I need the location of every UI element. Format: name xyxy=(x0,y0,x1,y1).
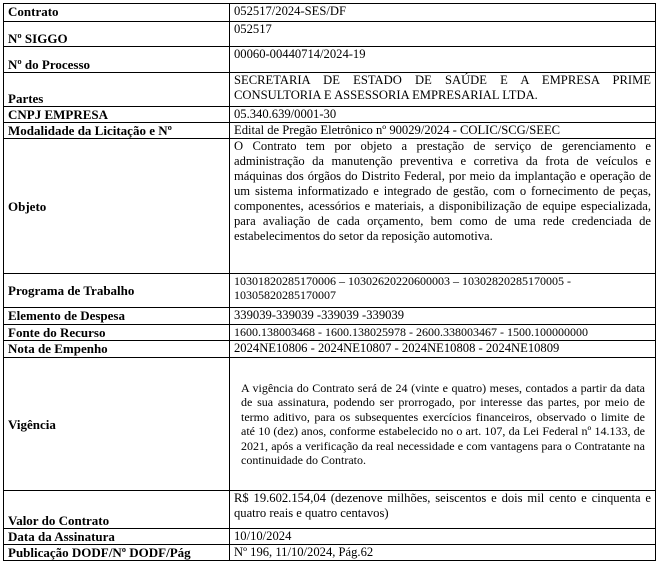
label-assinatura: Data da Assinatura xyxy=(4,529,230,545)
row-siggo xyxy=(4,22,656,47)
value-publicacao: Nº 196, 11/10/2024, Pág.62 xyxy=(230,545,656,561)
row-publicacao xyxy=(4,545,656,561)
value-partes: SECRETARIA DE ESTADO DE SAÚDE E A EMPRESA PRIME CONSULTORIA E ASSESSORIA EMPRESARIAL LTDA. xyxy=(230,73,656,107)
value-elemento: 339039-339039 -339039 -339039 xyxy=(230,308,656,325)
label-contrato: Contrato xyxy=(4,4,230,22)
row-contrato xyxy=(4,4,656,22)
row-vigencia xyxy=(4,358,656,491)
value-fonte: 1600.138003468 - 1600.138025978 - 2600.338003467 - 1500.100000000 xyxy=(230,325,656,341)
label-partes: Partes xyxy=(4,73,230,107)
row-partes xyxy=(4,73,656,107)
row-cnpj xyxy=(4,107,656,123)
label-empenho: Nota de Empenho xyxy=(4,341,230,358)
label-objeto: Objeto xyxy=(4,139,230,274)
label-processo: Nº do Processo xyxy=(4,47,230,73)
value-modalidade: Edital de Pregão Eletrônico nº 90029/2024 - COLIC/SCG/SEEC xyxy=(230,123,656,139)
row-valor xyxy=(4,491,656,529)
label-vigencia: Vigência xyxy=(4,358,230,491)
value-vigencia xyxy=(230,358,656,491)
label-cnpj: CNPJ EMPRESA xyxy=(4,107,230,123)
row-objeto xyxy=(4,139,656,274)
label-elemento: Elemento de Despesa xyxy=(4,308,230,325)
value-processo: 00060-00440714/2024-19 xyxy=(230,47,656,73)
label-siggo: Nº SIGGO xyxy=(4,22,230,47)
row-programa xyxy=(4,274,656,308)
value-objeto: O Contrato tem por objeto a prestação de serviço de gerenciamento e administração da manutenção preventiva e corretiva da frota de veículos e máquinas dos órgãos do Distrito Federal, por meio da implantação e operação de um sistema informatizado e integrado de gestão, com o fornecimento de peças, componentes, acessórios e materiais, a disponibilização de equipe especializada, para avaliação de cada orçamento, bem como de uma rede credenciada de estabelecimentos do setor da reposição automotiva. xyxy=(230,139,656,274)
label-programa: Programa de Trabalho xyxy=(4,274,230,308)
row-assinatura xyxy=(4,529,656,545)
row-processo xyxy=(4,47,656,73)
value-contrato: 052517/2024-SES/DF xyxy=(230,4,656,22)
value-siggo: 052517 xyxy=(230,22,656,47)
vigencia-text: A vigência do Contrato será de 24 (vinte e quatro) meses, contados a partir da data de sua assinatura, podendo ser prorrogado, por interesse das partes, por meio de termo aditivo, para os subsequentes exercícios financeiros, observado o limite de até 10 (dez) anos, conforme estabelecido no o art. 107, da Lei Federal nº 14.133, de 2021, após a verificação da real necessidade e com vantagens para o Contratante na continuidade do Contrato. xyxy=(241,380,645,467)
row-fonte xyxy=(4,325,656,341)
row-modalidade xyxy=(4,123,656,139)
value-valor: R$ 19.602.154,04 (dezenove milhões, seiscentos e dois mil cento e cinquenta e quatro reais e quatro centavos) xyxy=(230,491,656,529)
value-empenho: 2024NE10806 - 2024NE10807 - 2024NE10808 - 2024NE10809 xyxy=(230,341,656,358)
value-programa: 10301820285170006 – 10302620220600003 – 10302820285170005 - 10305820285170007 xyxy=(230,274,656,308)
value-cnpj: 05.340.639/0001-30 xyxy=(230,107,656,123)
row-elemento xyxy=(4,308,656,325)
label-fonte: Fonte do Recurso xyxy=(4,325,230,341)
contract-summary-table xyxy=(3,3,656,561)
label-publicacao: Publicação DODF/Nº DODF/Pág xyxy=(4,545,230,561)
value-assinatura: 10/10/2024 xyxy=(230,529,656,545)
row-empenho xyxy=(4,341,656,358)
label-valor: Valor do Contrato xyxy=(4,491,230,529)
label-modalidade: Modalidade da Licitação e Nº xyxy=(4,123,230,139)
